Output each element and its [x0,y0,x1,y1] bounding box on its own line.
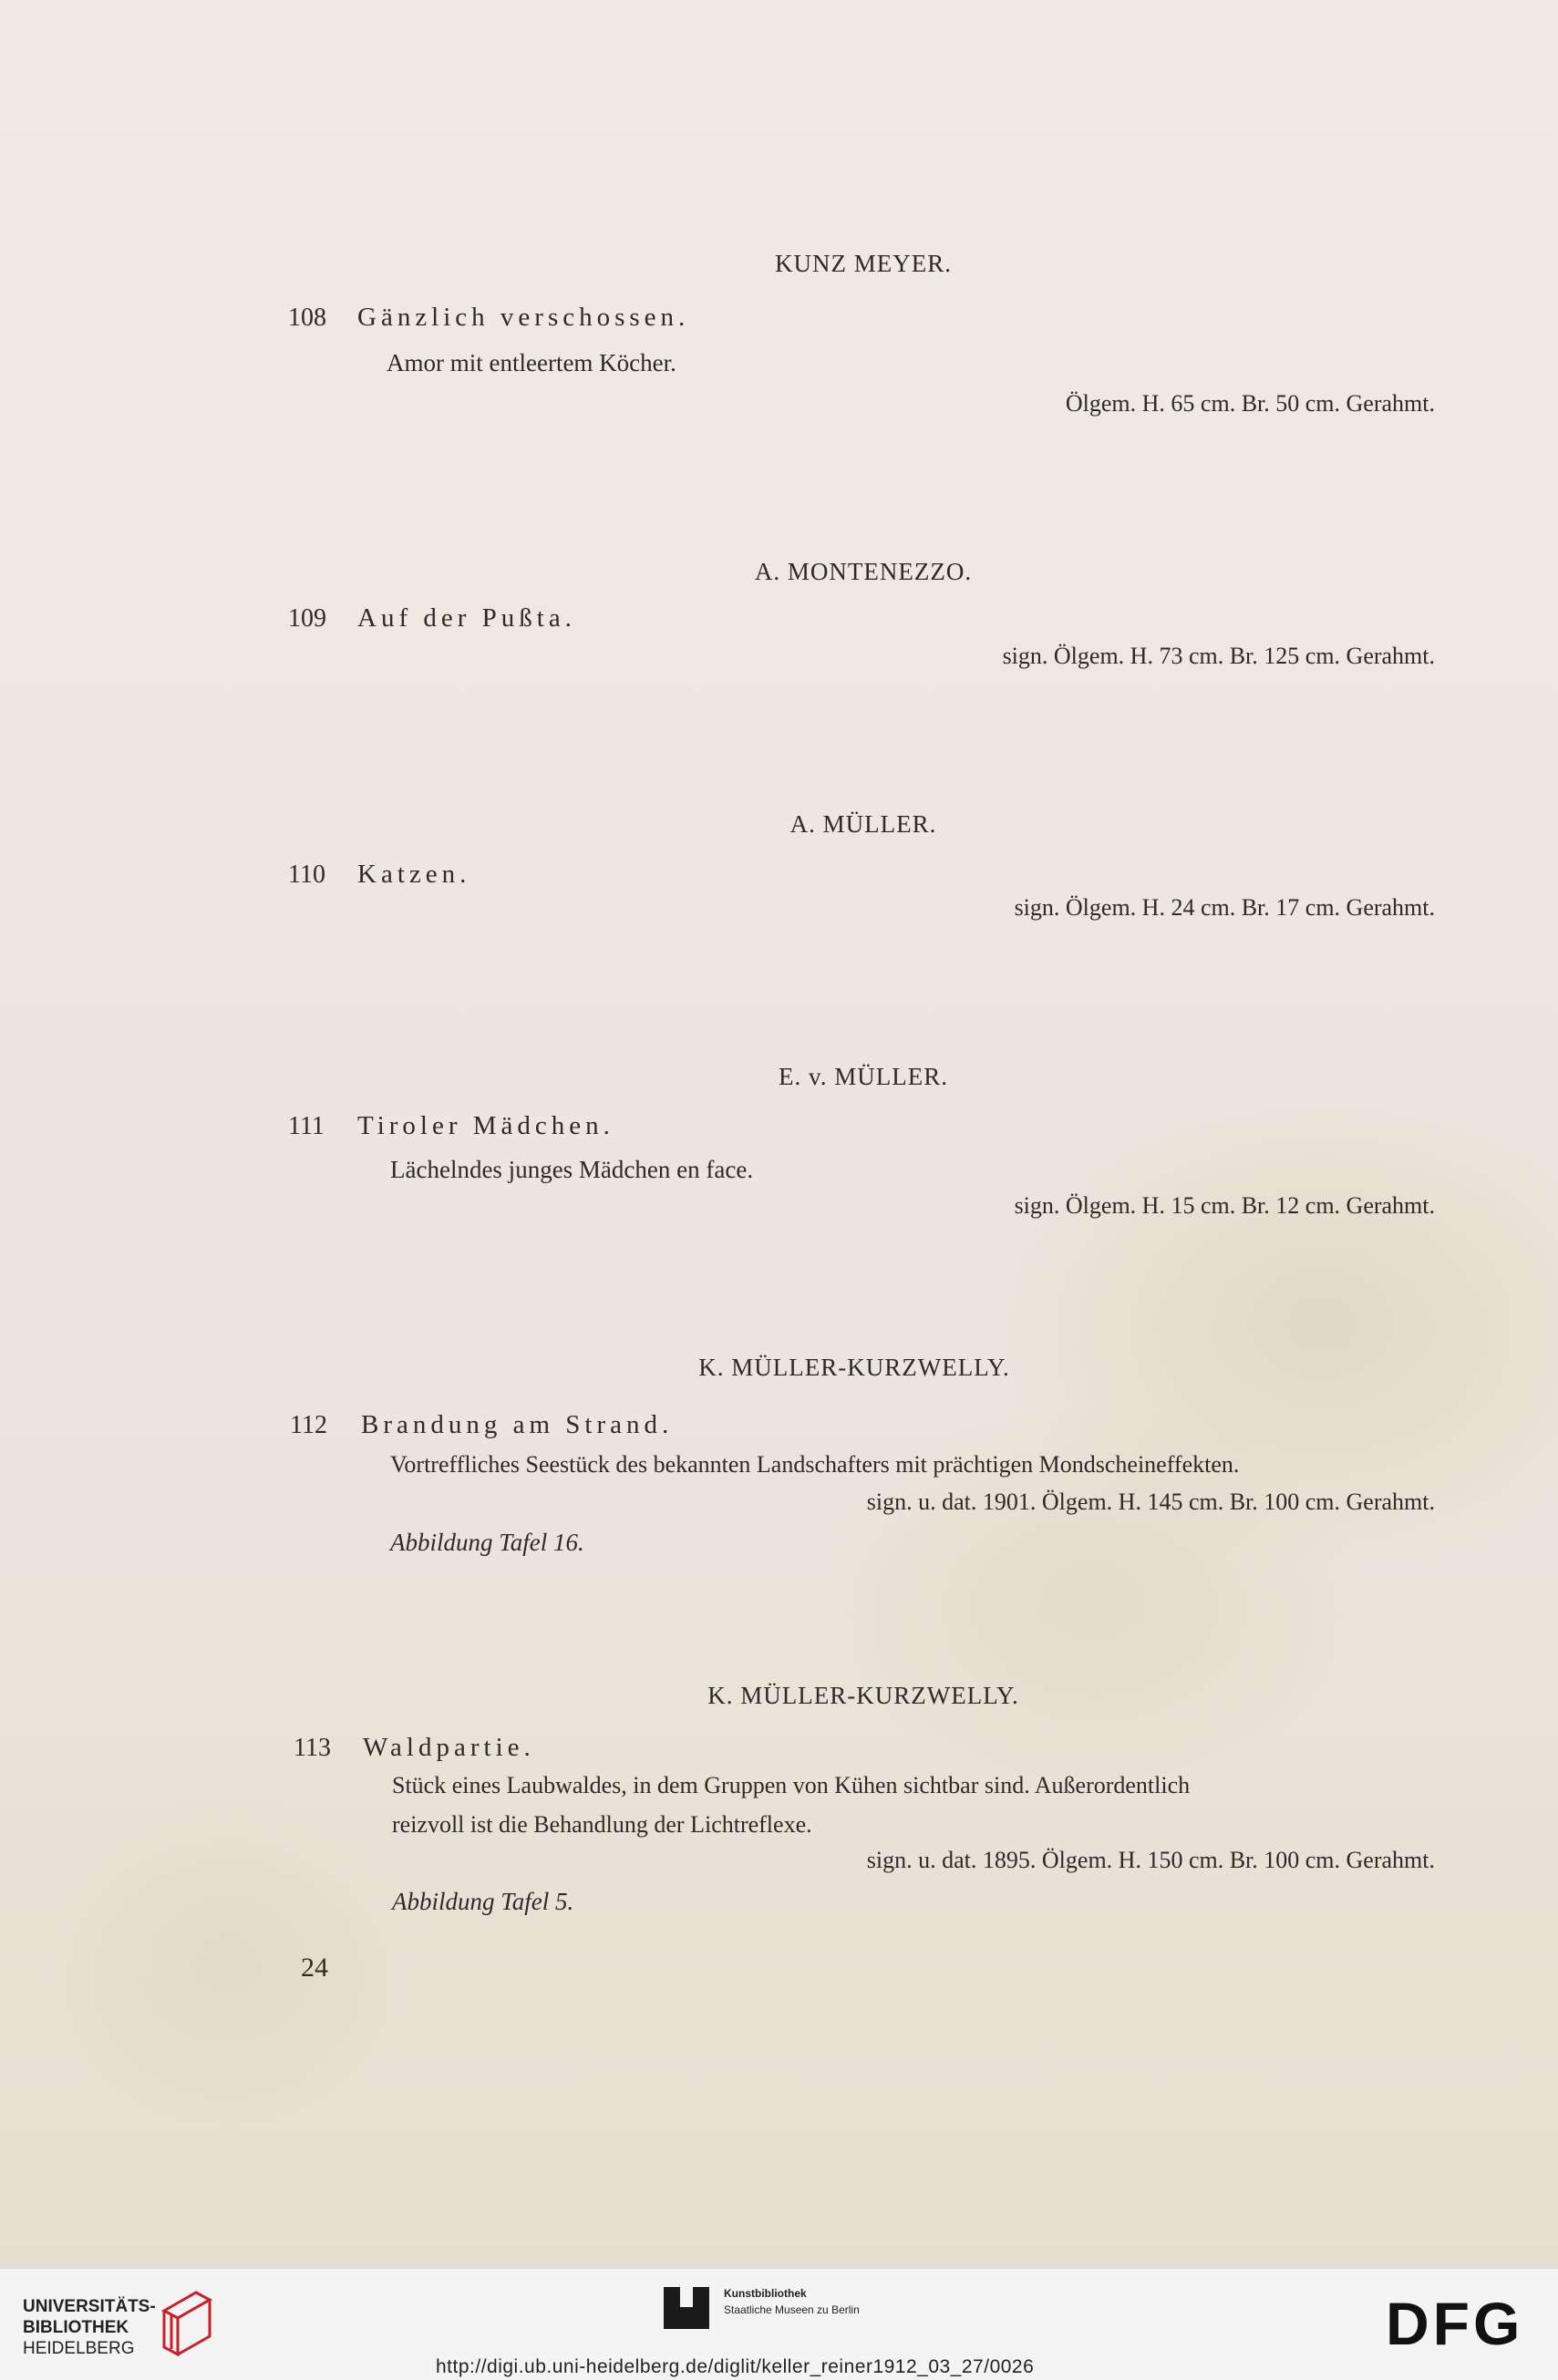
lot-description: reizvoll ist die Behandlung der Lichtreflexe. [392,1811,812,1838]
kunstbibliothek-logo-text[interactable] [724,2285,860,2318]
artist-heading: E. v. MÜLLER. [779,1063,948,1090]
university-library-logo-icon[interactable] [155,2283,219,2356]
viewer-footer [0,2268,1558,2380]
illustration-reference: Abbildung Tafel 16. [390,1529,584,1556]
lot-details: sign. Ölgem. H. 15 cm. Br. 12 cm. Gerahmt. [1014,1192,1435,1219]
artist-heading: K. MÜLLER-KURZWELLY. [698,1354,1010,1381]
lot-details: sign. Ölgem. H. 24 cm. Br. 17 cm. Gerahmt. [1014,894,1435,921]
lot-details: sign. Ölgem. H. 73 cm. Br. 125 cm. Gerahmt. [1002,643,1435,669]
university-library-logo-text[interactable] [23,2296,156,2359]
artist-heading: A. MONTENEZZO. [754,558,973,585]
kunstbibliothek-logo-icon[interactable] [664,2287,709,2329]
lot-title: Tiroler Mädchen. [357,1111,614,1140]
library-name-line3: HEIDELBERG [23,2339,135,2358]
lot-title: Gänzlich verschossen. [357,303,690,332]
permalink-url[interactable]: http://digi.ub.uni-heidelberg.de/diglit/keller_reiner1912_03_27/0026 [436,2356,1035,2377]
lot-title: Brandung am Strand. [361,1410,674,1439]
museum-name: Staatliche Museen zu Berlin [724,2303,860,2316]
lot-number: 108 [288,304,326,332]
lot-details: sign. u. dat. 1901. Ölgem. H. 145 cm. Br. 100 cm. Gerahmt. [866,1489,1435,1515]
lot-number: 110 [288,860,325,889]
lot-number: 113 [294,1734,331,1762]
page-number: 24 [301,1952,328,1983]
lot-title: Katzen. [357,860,471,889]
illustration-reference: Abbildung Tafel 5. [392,1888,574,1915]
lot-description: Vortreffliches Seestück des bekannten Landschafters mit prächtigen Mondscheineffekten. [390,1451,1240,1478]
lot-description: Amor mit entleertem Köcher. [387,349,676,376]
artist-heading: A. MÜLLER. [789,810,937,838]
lot-description: Lächelndes junges Mädchen en face. [390,1156,754,1183]
kunstbibliothek-name: Kunstbibliothek [724,2287,807,2300]
library-name-line2: BIBLIOTHEK [23,2318,129,2337]
lot-details: Ölgem. H. 65 cm. Br. 50 cm. Gerahmt. [1065,390,1435,417]
artist-heading: K. MÜLLER-KURZWELLY. [707,1682,1019,1709]
lot-title: Auf der Pußta. [357,603,576,633]
lot-description: Stück eines Laubwaldes, in dem Gruppen von Kühen sichtbar sind. Außerordentlich [392,1772,1191,1798]
lot-title: Waldpartie. [363,1733,535,1762]
lot-details: sign. u. dat. 1895. Ölgem. H. 150 cm. Br. 100 cm. Gerahmt. [866,1847,1435,1873]
lot-number: 111 [288,1112,325,1140]
artist-heading: KUNZ MEYER. [775,250,952,277]
lot-number: 112 [290,1411,327,1439]
lot-number: 109 [288,604,326,633]
dfg-logo[interactable]: DFG [1386,2290,1524,2357]
library-name-line1: UNIVERSITÄTS- [23,2297,156,2316]
